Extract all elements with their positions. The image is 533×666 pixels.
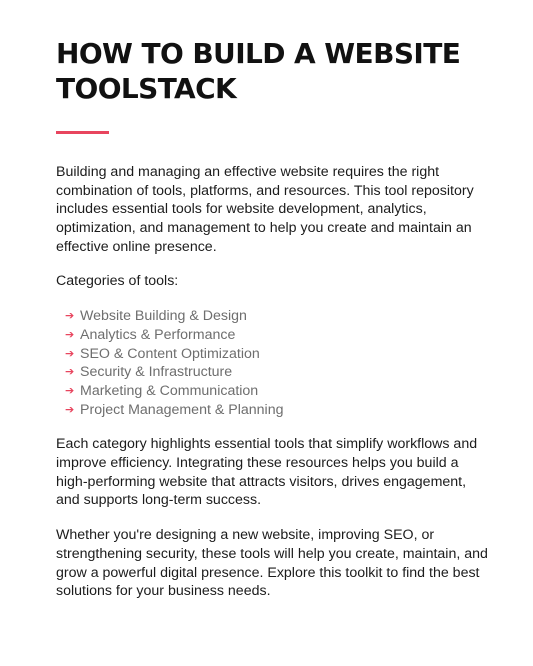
list-item [65,401,493,420]
category-label: Analytics & Performance [80,326,236,343]
arrow-right-icon: ➔ [65,365,75,379]
list-item [65,345,493,364]
list-item [65,326,493,345]
category-label: Website Building & Design [80,308,247,325]
body-paragraph-closing: Whether you're designing a new website, improving SEO, or strengthening security, these tools will help you create, maintain, and grow a powerful digital presence. Explore this toolkit to find the best solutions for your business needs. [56,527,488,600]
category-label: Security & Infrastructure [80,364,233,381]
list-item [65,363,493,382]
list-item [65,307,493,326]
arrow-right-icon: ➔ [65,346,75,360]
category-label: Project Management & Planning [80,401,284,418]
accent-divider [56,131,109,134]
category-label: Marketing & Communication [80,382,259,399]
category-list [56,307,493,419]
body-paragraph-workflows: Each category highlights essential tools that simplify workflows and improve efficiency. Integrating these resources helps you build a high-performing website that attracts visitors, drives engagement, and supports long-term success. [56,436,478,509]
categories-heading: Categories of tools: [56,272,179,289]
arrow-right-icon: ➔ [65,402,75,416]
arrow-right-icon: ➔ [65,309,75,323]
intro-paragraph: Building and managing an effective website requires the right combination of tools, platforms, and resources. This tool repository includes essential tools for website development, analytics, optimization, and management to help you create and maintain an effective online presence. [56,164,474,255]
page-title: HOW TO BUILD A WEBSITE TOOLSTACK [56,37,461,105]
arrow-right-icon: ➔ [65,383,75,397]
list-item [65,382,493,401]
category-label: SEO & Content Optimization [80,345,260,362]
arrow-right-icon: ➔ [65,327,75,341]
